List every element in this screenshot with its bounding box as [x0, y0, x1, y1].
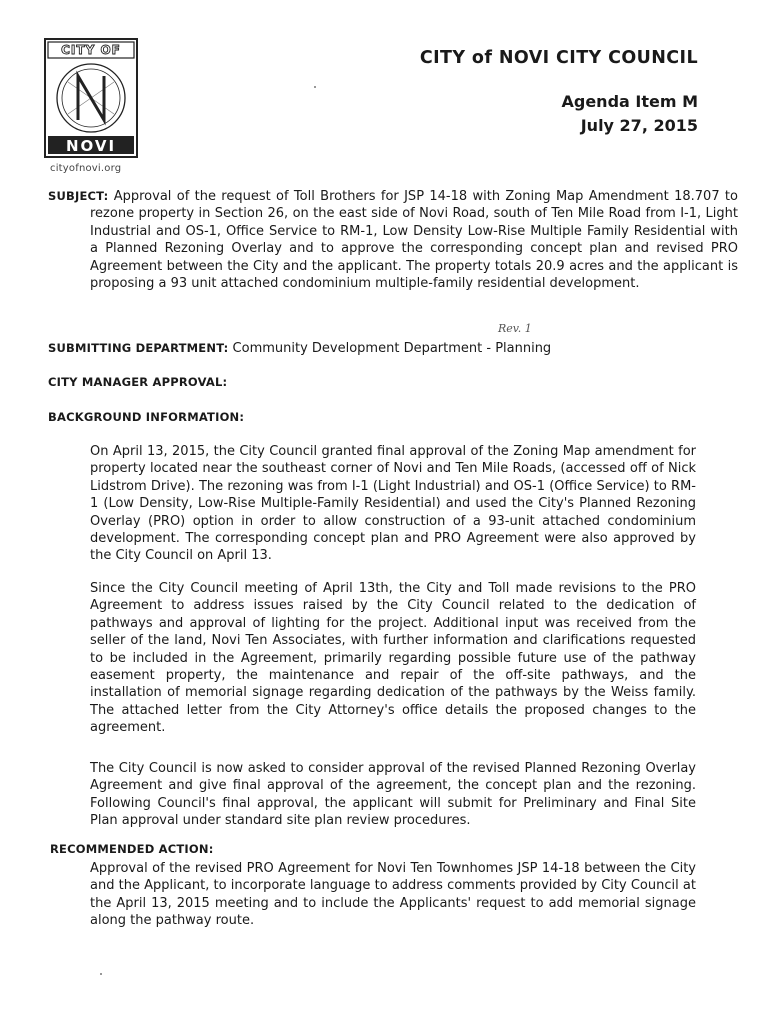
- city-manager-approval-label: CITY MANAGER APPROVAL:: [48, 375, 228, 389]
- recommended-action-text: Approval of the revised PRO Agreement for Novi Ten Townhomes JSP 14-18 between the City and the Applicant, to incorporate language to address comments provided by City Council at the April 13, 2015 meeting and to include the Applicants' request to add memorial signage along the pathway route.: [90, 861, 696, 929]
- document-title: CITY of NOVI CITY COUNCIL: [419, 48, 698, 68]
- svg-text:CITY OF: CITY OF: [61, 43, 121, 57]
- agenda-item-number: Agenda Item M: [561, 92, 698, 111]
- city-of-novi-seal-logo: [44, 38, 138, 158]
- subject-text: Approval of the request of Toll Brothers for JSP 14-18 with Zoning Map Amendment 18.707 to rezone property in Section 26, on the east side of Novi Road, south of Ten Mile Road from I-1, Light Industrial and OS-1, Office Service to RM-1, Low Density Low-Rise Multiple Family Residential with a Planned Rezoning Overlay and to approve the corresponding concept plan and revised PRO Agreement between the City and the applicant. The property totals 20.9 acres and the applicant is proposing a 93 unit attached condominium multiple-family residential development.: [90, 189, 738, 292]
- recommended-action-text-block: [90, 860, 696, 930]
- paragraph-text: On April 13, 2015, the City Council granted final approval of the Zoning Map amendment for property located near the southeast corner of Novi and Ten Mile Roads, (accessed off of Nick Lidstrom Drive). The rezoning was from I-1 (Light Industrial) and OS-1 (Office Service) to RM-1 (Low Density, Low-Rise Multiple-Family Residential) and used the City's Planned Rezoning Overlay (PRO) option in order to allow construction of a 93-unit attached condominium development. The corresponding concept plan and PRO Agreement were also approved by the City Council on April 13.: [90, 444, 696, 564]
- submitting-department-label: SUBMITTING DEPARTMENT:: [48, 341, 229, 355]
- subject-label: SUBJECT:: [48, 189, 109, 203]
- svg-text:NOVI: NOVI: [65, 137, 117, 155]
- agenda-date: July 27, 2015: [580, 116, 698, 135]
- background-paragraph-2: [90, 580, 696, 737]
- logo-website-text: cityofnovi.org: [50, 163, 122, 174]
- scan-speck: [100, 973, 102, 975]
- scan-speck: [314, 86, 316, 88]
- submitting-department-section: [48, 340, 696, 357]
- background-information-label: BACKGROUND INFORMATION:: [48, 410, 245, 424]
- subject-section: [48, 188, 738, 292]
- paragraph-text: Since the City Council meeting of April 13th, the City and Toll made revisions to the PRO Agreement to address issues raised by the City Council related to the dedication of pathways and approval of lighting for the project. Additional input was received from the seller of the land, Novi Ten Associates, with further information and clarifications requested to be included in the Agreement, primarily regarding possible future use of the pathway easement property, the maintenance and repair of the off-site pathways, and the installation of memorial signage regarding dedication of the pathways by the Weiss family. The attached letter from the City Attorney's office details the proposed changes to the agreement.: [90, 581, 696, 736]
- recommended-action-label: RECOMMENDED ACTION:: [50, 842, 214, 856]
- background-paragraph-1: [90, 443, 696, 565]
- submitting-department-value: Community Development Department - Planning: [232, 341, 552, 356]
- background-paragraph-3: [90, 760, 696, 830]
- paragraph-text: The City Council is now asked to consider approval of the revised Planned Rezoning Overlay Agreement and give final approval of the agreement, the concept plan and the rezoning. Following Council's final approval, the applicant will submit for Preliminary and Final Site Plan approval under standard site plan review procedures.: [90, 761, 696, 829]
- handwritten-annotation: Rev. 1: [498, 322, 532, 335]
